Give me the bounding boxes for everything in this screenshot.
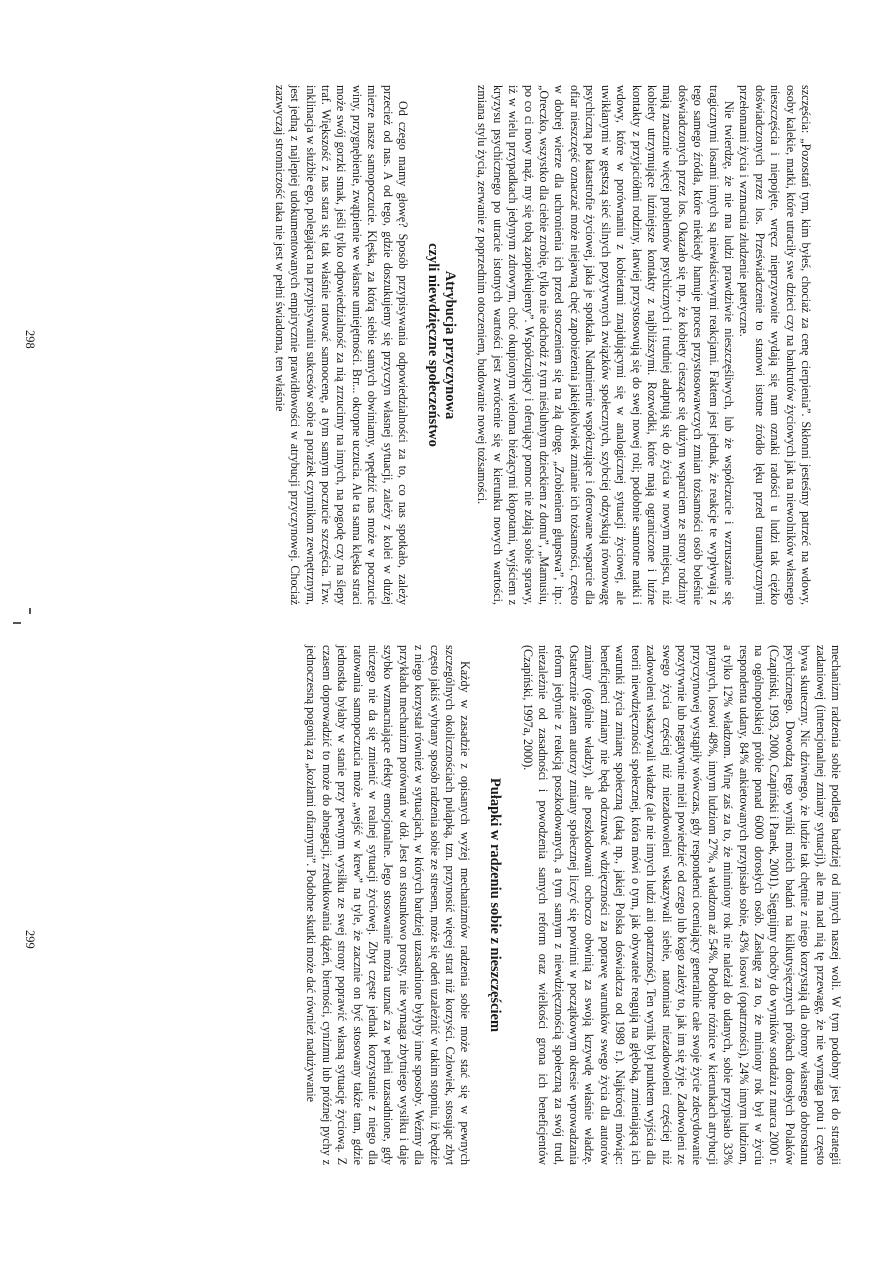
paragraph: Każdy w zasadzie z opisanych wyżej mechanizmów radzenia sobie może stać się w pewnych szczególnych okolicznościach pułapką, tzn. przynosić więcej strat niż korzyści. Człowiek, stosując zbyt często jakiś wybrany sposób radzenia sobie ze stresem, może się odeń uzależnić w takim stopniu, iż będzie z niego korzystał również w sytuacjach, w których bardziej uzasadnione byłyby inne sposoby. Weźmy dla przykładu mechanizm porównań w dół. Jest on stosunkowo prosty, nie wymaga zbytniego wysiłku i daje szybko wzmacniające efekty emocjonalne. Jego stosowanie można uznać za w pełni uzasadnione, gdy niczego nie da się zmienić w realnej sytuacji życiowej. Zbyt częste jednak korzystanie z niego dla ratowania samopoczucia może „wejść w krew” na tyle, że zaczniе on być stosowany także tam, gdzie jednostka byłaby w stanie przy pewnym wysiłku ze swej strony poprawić własną sytuację życiową. Z czasem doprowadzić to może do abnegacji, zredukowania dążeń, bierności, cynizmu lub próżnej pychy z jednoczesną pogonią za „kozłami ofiarnymi”. Podobne skutki może dać również nadużywanie xyxy=(304,645,473,1165)
paragraph: mechanizm radzenia sobie podlega bardziej od innych naszej woli. W tym podobny jest do strategii zadaniowej (intencjonalnej zmiany sytuacji), ale ma nad nią tę przewagę, że nie wymaga potu i często bywa skuteczny. Nic dziwnego, że ludzie tak chętnie z niego korzystają dla obrony własnego dobrostanu psychicznego. Dowodzą tego wyniki moich badań na kilkutysięcznych próbach dorosłych Polaków (Czapiński, 1993, 2000, Czapiński i Panek, 2001). Sięgnijmy choćby do wyników sondażu z marca 2000 r. na ogólnopolskiej próbie ponad 6000 dorosłych osób. Zasługę za to, że miniony rok był w życiu respondenta udany, 84% ankietowanych przypisało sobie, 43% losowi (opatrzności), 24% innym ludziom, a tylko 12% władzom. Winę zaś za to, że minniony rok nie należał do udanych, sobie przypisało 33% pytanych, losowi 48%, innym ludziom 27%, a władzom aż 54%. Podobne różnice w kierunkach atrybucji przyczynowej wystąpiły wówczas, gdy respondenci oceniający generalnie całe swoje życie zdecydowanie pozytywnie lub negatywnie mieli powiedzieć od czego lub kogo zależy to, jak im się żyje. Zadowoleni ze swego życia częściej niż niezadowoleni wskazywali siebie, natomiast niezadowoleni częściej niż zadowoleni wskazywali władze (ale nie innych ludzi ani opatrzność). Ten wynik był punktem wyjścia dla teorii niewdzięczności społecznej, która mówi o tym, jak obywatele reagują na głęboką, zmieniającą ich warunki życia zmianę społeczną (taką np., jakiej Polska doświadcza od 1989 r.). Najkrócej mówiąc: beneficjenci zmiany nie będą odczuwać wdzięczności za poprawę warunków swego życia dla autorów zmiany (ogólnie władzy), ale poszkodowani ochoczo obwinią za swoją krzywdę właśnie władzę. Ostatecznie zatem autorzy zmiany społecznej liczyć się powinni w początkowym okresie wprowadzania reform jedynie z reakcją poszkodowanych, a tym samym z niewdzięcznością społeczną za swój trud, niezależnie od zasadności i powodzenia samych reform oraz wielkości grona ich beneficjentów (Czapiński, 1997a, 2000). xyxy=(520,645,843,1165)
paragraph: szczęścia: „Pozostań tym, kim byłeś, chociaż za cenę cierpienia”. Skłonni jesteśmy patrzeć na wdowy, osoby kalekie, matki, które utraciły swe dzieci czy na bankrutów życiowych jak na niewolników własnego nieszczęścia i niepojęte, wręcz nieprzyzwoite wydają się nam oznaki radości u ludzi tak ciężko doświadczonych przez los. Przeświadczenie to stanowi istotne źródło lęku przed traumatycznymi przełomami życia i wzmacnia złudzenie patetyczne. xyxy=(737,85,813,605)
scan-speck xyxy=(13,622,21,624)
paragraph: Od czego mamy głowę? Sposób przypisywania odpowiedzialności za to, co nas spotkało, zależy przecież od nas. A od tego, gdzie doszukujemy się przyczyn własnej sytuacji, zależy z kolei w dużej mierze nasze samopoczucie. Klęska, za którą siebie samych obwiniamy, wpędzić nas może w poczucie winy, przygnębienie, zwątpienie we własne umiejętności. Brr... okropne uczucia. Ale ta sama klęska straci może swój gorzki smak, jeśli tylko odpowiedzialność za nią zrzucimy na innych, na pogodę czy na ślepy traf. Większość z nas stara się tak właśnie ratować samoocenę, a tym samym poczucie szczęścia. Tzw. inklinacja w służbie ego, polegająca na przypisywaniu sukcesów sobie a porażek czynnikom zewnętrznym, jest jedną z najlepiej udokumentowanych empirycznie prawidłowości w atrybucji przyczynowej. Chociaż zazwyczaj stronniczość taka nie jest w pełni świadoma, ten właśnie xyxy=(272,85,411,605)
paragraph: Nie twierdzę, że nie ma ludzi prawdziwie nieszczęśliwych, lub że współczucie i wzruszanie się tragicznymi losami innych są niewłaściwymi reakcjami. Faktem jest jednak, że reakcje te wypływają z tego samego źródła, które niekiedy hamuje proces przystosowawczych zmian tożsamości osób boleśnie doświadczonych przez los. Okazało się np., że kobiety cieszące się dużym wsparciem ze strony rodziny mają znacznie więcej problemów psychicznych i trudniej adaptują się do życia w nowym miejscu, niż kobiety utrzymujące luźniejsze kontakty z najbliższymi. Rozwódki, które mają ograniczone i luźne kontakty z przyjaciółmi rodziny, łatwiej przystosowują się do swej nowej roli; podobnie samotne matki i wdowy, które w porównaniu z kobietami znajdującymi się w analogicznej sytuacji życiowej, ale uwikłanymi w gęstszą sieć silnych pozytywnych związków społecznych, szybciej odzyskują równowagę psychiczną po katastrofie życiowej, jaka je spotkała. Nadmiernie współczujące i oferowane wsparcie dla ofiar nieszczęść oznaczać może niejawną chęć zapobieżenia jakiejkolwiek zmianie ich tożsamości, często w dobrej wierze dla uchronienia ich przed stoczeniem się na złą drogę. „Zrobieniem głupstwa”, itp.: „Oreczko, wszystko dla ciebie zrobię, tylko nie odchodź z tym nieślubnym dzieckiem z domu”, „Mamusiu, po co ci nowy mąż, my się tobą zaopiekujemy”. Współczujący i oferujący pomoc nie zdają sobie sprawy, iż w wielu przypadkach jedynym zdrowym, choć okupionym wieloma bieżącymi kłopotami, wyjściem z kryzysu psychicznego po utracie istotnych wartości jest zwrócenie się w kierunku nowych wartości, zmiana stylu życia, zerwanie z poprzednim otoczeniem, budowanie nowej tożsamości. xyxy=(475,85,736,605)
section-heading xyxy=(424,85,458,605)
page-number: 299 xyxy=(23,930,37,949)
section-heading: Pułapki w radzeniu sobie z nieszczęściem xyxy=(487,777,504,1033)
scan-speck xyxy=(29,608,31,614)
right-page-column xyxy=(303,645,843,1165)
page-number: 298 xyxy=(23,330,37,349)
section-heading-line: Atrybucja przyczynowa xyxy=(442,270,459,420)
left-page-column xyxy=(271,85,813,605)
section-heading-line: czyli niewdzięczne społeczeństwo xyxy=(425,243,442,447)
